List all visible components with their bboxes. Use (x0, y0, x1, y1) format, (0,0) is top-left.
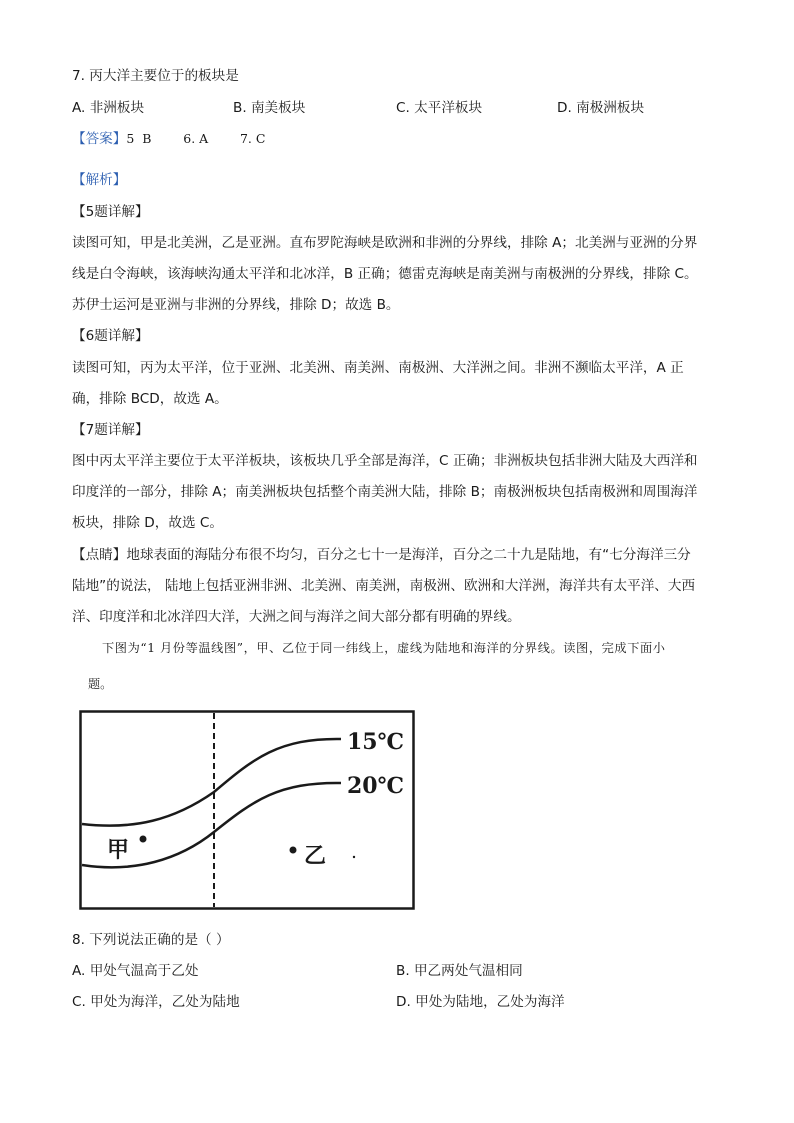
point-a-marker (140, 836, 147, 843)
analysis-tag: 【解析】 (72, 172, 127, 188)
q8-option-b[interactable]: B. 甲乙两处气温相同 (396, 963, 523, 979)
q7-option-a[interactable]: A. 非洲板块 (72, 100, 145, 116)
highlight-text-1: 地球表面的海陆分布很不均匀，百分之七十一是海洋，百分之二十九是陆地，有“七分海洋三分 (126, 547, 691, 563)
detail-6-heading: 【6题详解】 (72, 328, 149, 344)
answer-text: 5 B 6. A 7. C (126, 131, 266, 146)
q7-option-d[interactable]: D. 南极洲板块 (557, 100, 645, 116)
point-b-label: 乙 (304, 844, 327, 869)
prompt-line-1: 下图为“1 月份等温线图”，甲、乙位于同一纬线上，虚线为陆地和海洋的分界线。读图，完成下面小 (102, 641, 666, 655)
detail-7-line-3: 板块，排除 D，故选 C。 (72, 515, 223, 531)
question-7-stem: 7. 丙大洋主要位于的板块是 (72, 68, 239, 84)
highlight-line-3: 洋、印度洋和北冰洋四大洋，大洲之间与海洋之间大部分都有明确的界线。 (72, 609, 521, 625)
isotherm-label-upper: 15℃ (347, 729, 404, 755)
detail-5-line-3: 苏伊士运河是亚洲与非洲的分界线，排除 D；故选 B。 (72, 297, 400, 313)
point-a-label: 甲 (107, 838, 130, 863)
detail-6-line-1: 读图可知，丙为太平洋，位于亚洲、北美洲、南美洲、南极洲、大洋洲之间。非洲不濒临太平洋，A 正 (72, 360, 684, 376)
detail-5-heading: 【5题详解】 (72, 204, 149, 220)
detail-6-line-2: 确，排除 BCD，故选 A。 (72, 391, 228, 407)
question-8-stem: 8. 下列说法正确的是（ ） (72, 932, 230, 948)
highlight-tag: 【点睛】 (72, 547, 127, 563)
q7-option-c[interactable]: C. 太平洋板块 (396, 100, 483, 116)
detail-7-line-2: 印度洋的一部分，排除 A；南美洲板块包括整个南美洲大陆，排除 B；南极洲板块包括南极洲和周围海洋 (72, 484, 698, 500)
detail-5-line-2: 线是白令海峡，该海峡沟通太平洋和北冰洋，B 正确；德雷克海峡是南美洲与南极洲的分界线，排除 C。 (72, 266, 698, 282)
detail-7-line-1: 图中丙太平洋主要位于太平洋板块，该板块几乎全部是海洋，C 正确；非洲板块包括非洲大陆及大西洋和 (72, 453, 698, 469)
q8-option-d[interactable]: D. 甲处为陆地，乙处为海洋 (396, 994, 565, 1010)
q8-option-c[interactable]: C. 甲处为海洋，乙处为陆地 (72, 994, 240, 1010)
prompt-line-2: 题。 (88, 677, 113, 691)
isotherm-diagram (79, 710, 415, 910)
answer-tag: 【答案】 (72, 131, 127, 147)
detail-5-line-1: 读图可知，甲是北美洲，乙是亚洲。直布罗陀海峡是欧洲和非洲的分界线，排除 A；北美洲与亚洲的分界 (72, 235, 698, 251)
point-b-marker (290, 847, 297, 854)
answer-line (72, 129, 265, 149)
highlight-line-2: 陆地”的说法， 陆地上包括亚洲非洲、北美洲、南美洲，南极洲、欧洲和大洋洲，海洋共有太平洋、大西 (72, 578, 696, 594)
stray-dot (353, 856, 355, 858)
q8-option-a[interactable]: A. 甲处气温高于乙处 (72, 963, 199, 979)
isotherm-label-lower: 20℃ (347, 773, 404, 799)
highlight-line-1 (72, 545, 691, 565)
detail-7-heading: 【7题详解】 (72, 422, 149, 438)
q7-option-b[interactable]: B. 南美板块 (233, 100, 306, 116)
